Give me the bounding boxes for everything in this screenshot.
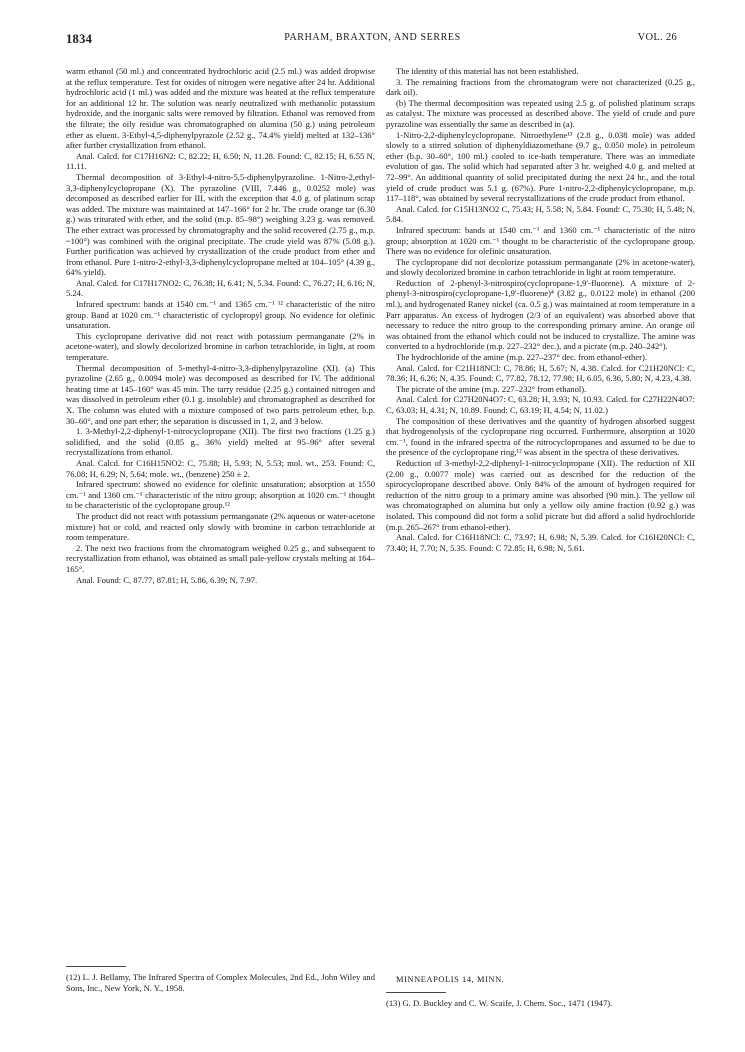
page-header xyxy=(0,32,745,48)
paragraph: The product did not react with potassium permanganate (2% aqueous or water-acetone mixture) hot or cold, and reacted only slowly with bromine in carbon tetrachloride at room temperature. xyxy=(66,510,375,543)
paragraph: Anal. Calcd. for C16H18NCl: C, 73.97; H, 6.98; N, 5.39. Calcd. for C16H20NCl: C, 73.40; H, 7.70; N, 5.35. Found: C 72.85; H, 6.98; N, 5.61. xyxy=(386,532,695,553)
paragraph: Reduction of 3-methyl-2,2-diphenyl-1-nitrocyclopropane (XII). The reduction of XII (2.00 g., 0.0077 mole) was carried out as described for the reduction of the spirocyclopropane described above. Only 84% of the amount of hydrogen required for reduction of the nitro group to a primary amine was absorbed (90 min.). The yellow oil was chromatographed on alumina but only a yellow oily amine fraction (0.92 g.) was isolated. This compound did not form a solid picrate but did afford a solid hydrochloride (m.p. 265–267° from ethanol-ether). xyxy=(386,457,695,532)
paragraph: Thermal decomposition of 5-methyl-4-nitro-3,3-diphenylpyrazoline (XI). (a) This pyrazoline (2.65 g., 0.0094 mole) was decomposed as described for IV. The additional heating time at 145–160° was 45 min. The tarry residue (2.25 g.) contained nitrogen and was dissolved in petroleum ether (0.1 g. insoluble) and chromatographed as described for X. The column was eluted with a mixture composed of two parts petroleum ether, b.p. 30–60°, and one part ether; the separation is discussed in 1, 2, and 3 below. xyxy=(66,362,375,426)
right-column xyxy=(386,66,695,553)
paragraph: Anal. Calcd. for C17H17NO2: C, 76.38; H, 6.41; N, 5.34. Found: C, 76.27; H, 6.16; N, 5.24. xyxy=(66,277,375,299)
paragraph: Anal. Calcd. for C15H13NO2 C, 75.43; H, 5.58; N, 5.84. Found: C, 75.30; H, 5.48; N, 5.84. xyxy=(386,203,695,225)
volume-label: VOL. 26 xyxy=(637,32,677,43)
paragraph: 3. The remaining fractions from the chromatogram were not characterized (0.25 g., dark oil). xyxy=(386,76,695,98)
paragraph: 1. 3-Methyl-2,2-diphenyl-1-nitrocyclopropane (XII). The first two fractions (1.25 g.) solidified, and the solid (0.85 g., 36% yield) melted at 95–96° after several recrystallizations from ethanol. xyxy=(66,426,375,458)
paragraph: The composition of these derivatives and the quantity of hydrogen absorbed suggest that hydrogenolysis of the cyclopropane ring occurred. Furthermore, absorption at 1020 cm.⁻¹, found in the infrared spectra of the nitrocyclopropanes and assumed to be due to the presence of the cyclopropane ring,¹² was absent in the spectra of these derivatives. xyxy=(386,415,695,458)
paragraph: warm ethanol (50 ml.) and concentrated hydrochloric acid (2.5 ml.) was added dropwise at the reflux temperature. Test for oxides of nitrogen were negative after 24 hr. Additional hydrochloric acid (1 ml.) was added and the mixture was heated at the reflux temperature for an additional 12 hr. The solution was nearly neutralized with methanolic potassium hydroxide, and the inorganic salts were removed by filtration. Ethanol was removed from the filtrate; the oily residue was chromatographed on alumina (50 g.) using petroleum ether as eluent. 3-Ethyl-4,5-diphenylpyrazole (2.52 g., 74.4% yield) melted at 132–136° after further crystallization from ethanol. xyxy=(66,66,375,151)
paragraph: Infrared spectrum: bands at 1540 cm.⁻¹ and 1360 cm.⁻¹ characteristic of the nitro group; absorption at 1020 cm.⁻¹ thought to be characteristic of the cyclopropane group. There was no evidence for olefinic unsaturation. xyxy=(386,224,695,257)
paragraph: Infrared spectrum: showed no evidence for olefinic unsaturation; absorption at 1550 cm.⁻¹ and 1360 cm.⁻¹ characteristic of the nitro group; absorption at 1020 cm.⁻¹ thought to be characteristic of the cyclopropane group.¹² xyxy=(66,479,375,511)
paragraph: This cyclopropane derivative did not react with potassium permanganate (2% in acetone-water), and slowly decolorized bromine in carbon tetrachloride, in light, at room temperature. xyxy=(66,330,375,363)
footnote-rule xyxy=(386,992,446,993)
footnote-13: (13) G. D. Buckley and C. W. Scaife, J. Chem. Soc., 1471 (1947). xyxy=(386,998,613,1008)
paragraph: Anal. Calcd. for C27H20N4O7: C, 63.28; H, 3.93; N, 10.93. Calcd. for C27H22N4O7: C, 63.03; H, 4.31; N, 10.89. Found: C, 63.19; H, 4.54; N, 11.02.) xyxy=(386,394,695,415)
paragraph: The picrate of the amine (m.p. 227–232° from ethanol). xyxy=(396,383,587,394)
paragraph: The identity of this material has not been established. xyxy=(396,66,579,76)
paragraph: Anal. Found: C, 87.77, 87.81; H, 5.86, 6.39; N, 7.97. xyxy=(76,574,258,585)
paragraph: The hydrochloride of the amine (m.p. 227–237° dec. from ethanol-ether). xyxy=(396,352,647,363)
paragraph: Anal. Calcd. for C16H15NO2: C, 75.88; H, 5.93; N, 5.53; mol. wt., 253. Found: C, 76.08; H, 6.29; N, 5.64; mole. wt., (benzene) 250 ± 2. xyxy=(66,457,375,479)
page-number: 1834 xyxy=(66,32,93,46)
paragraph: The cyclopropane did not decolorize potassium permanganate (2% in acetone-water), and slowly decolorized bromine in carbon tetrachloride in light at room temperature. xyxy=(386,256,695,278)
paragraph: Anal. Calcd. for C21H18NCl: C, 78.86; H, 5.67; N, 4.38. Calcd. for C21H20NCl: C, 78.36; H, 6.26; N, 4.35. Found: C, 77.82, 78.12, 77.98; H, 6.05, 6.36, 5.80; N, 4.23, 4.38. xyxy=(386,362,695,384)
paragraph: 2. The next two fractions from the chromatogram weighed 0.25 g., and subsequent to recrystallization from ethanol, was obtained as small pale-yellow crystals melting at 164–165°. xyxy=(66,542,375,574)
paragraph: Thermal decomposition of 3-Ethyl-4-nitro-5,5-diphenylpyrazoline. 1-Nitro-2,ethyl-3,3-diphenylcyclopropane (X). The pyrazoline (VIII, 7.446 g., 0.0252 mole) was decomposed as described earlier for III, with the exception that 4.0 g. of platinum scrap was added. The mixture was maintained at 147–166° for 2 hr. The crude orange tar (6.30 g.) was triturated with ether, and the solid (m.p. 85–98°) weighing 3.23 g. was removed. The ether extract was processed by chromatography and the solid recovered (2.75 g., m.p. ~100°) was combined with the original precipitate. The crude yield was 87% (5.08 g.). Further purification was achieved by crystallization of the crude product from ether and from ethanol. Pure 1-nitro-2-ethyl-3,3-diphenylcyclopropane melted at 104–105° (4.39 g., 64% yield). xyxy=(66,171,375,278)
author-location: MINNEAPOLIS 14, MINN. xyxy=(396,975,505,984)
footnote-rule xyxy=(66,966,126,967)
footnote-12: (12) L. J. Bellamy, The Infrared Spectra of Complex Molecules, 2nd Ed., John Wiley and Sons, Inc., New York, N. Y., 1958. xyxy=(66,972,375,993)
paragraph: 1-Nitro-2,2-diphenylcyclopropane. Nitroethylene¹³ (2.8 g., 0.038 mole) was added slowly to a stirred solution of diphenyldiazomethane (9.7 g., 0.050 mole) in petroleum ether (b.p. 30–60°, 100 ml.) cooled to ice-bath temperature. There was an immediate evolution of gas. The solid which had separated after 3 hr. weighed 4.0 g. and melted at 72–99°. An additional quantity of solid precipitated during the next 24 hr., and the total yield of crude product was 5.1 g. (67%). Pure 1-nitro-2,2-diphenylcyclopropane, m.p. 117–118°, was obtained by several recrystallizations of the crude product from ethanol. xyxy=(386,129,695,204)
paragraph: (b) The thermal decomposition was repeated using 2.5 g. of polished platinum scraps as catalyst. The mixture was processed as described above. The yield of crude and pure pyrazoline was essentially the same as described in (a). xyxy=(386,97,695,129)
running-title: PARHAM, BRAXTON, AND SERRES xyxy=(284,32,461,43)
left-column xyxy=(66,66,375,585)
paragraph: Infrared spectrum: bands at 1540 cm.⁻¹ and 1365 cm.⁻¹ ¹² characteristic of the nitro group. Band at 1020 cm.⁻¹ characteristic of cyclopropyl group. No evidence for olefinic unsaturation. xyxy=(66,299,375,331)
paragraph: Anal. Calcd. for C17H16N2: C, 82.22; H, 6.50; N, 11.28. Found: C, 82.15; H, 6.55 N, 11.11. xyxy=(66,150,375,172)
paragraph: Reduction of 2-phenyl-3-nitrospiro(cyclopropane-1,9′-fluorene). A mixture of 2-phenyl-3-nitrospiro(cyclopropane-1,9′-fluorene)⁴ (3.82 g., 0.0122 mole) in ethanol (200 ml.), and hydrogenated Raney nickel (ca. 0.5 g.) was maintained at room temperature in a Parr apparatus. An excess of hydrogen (2/3 of an equivalent) was absorbed above that necessary to reduce the nitro group to the corresponding primary amine. An orange oil was obtained from the ethanol which could not be induced to crystallize. The amine was converted to a hydrochloride (m.p. 227–232° dec.), and a picrate (m.p. 240–242°). xyxy=(386,277,695,352)
